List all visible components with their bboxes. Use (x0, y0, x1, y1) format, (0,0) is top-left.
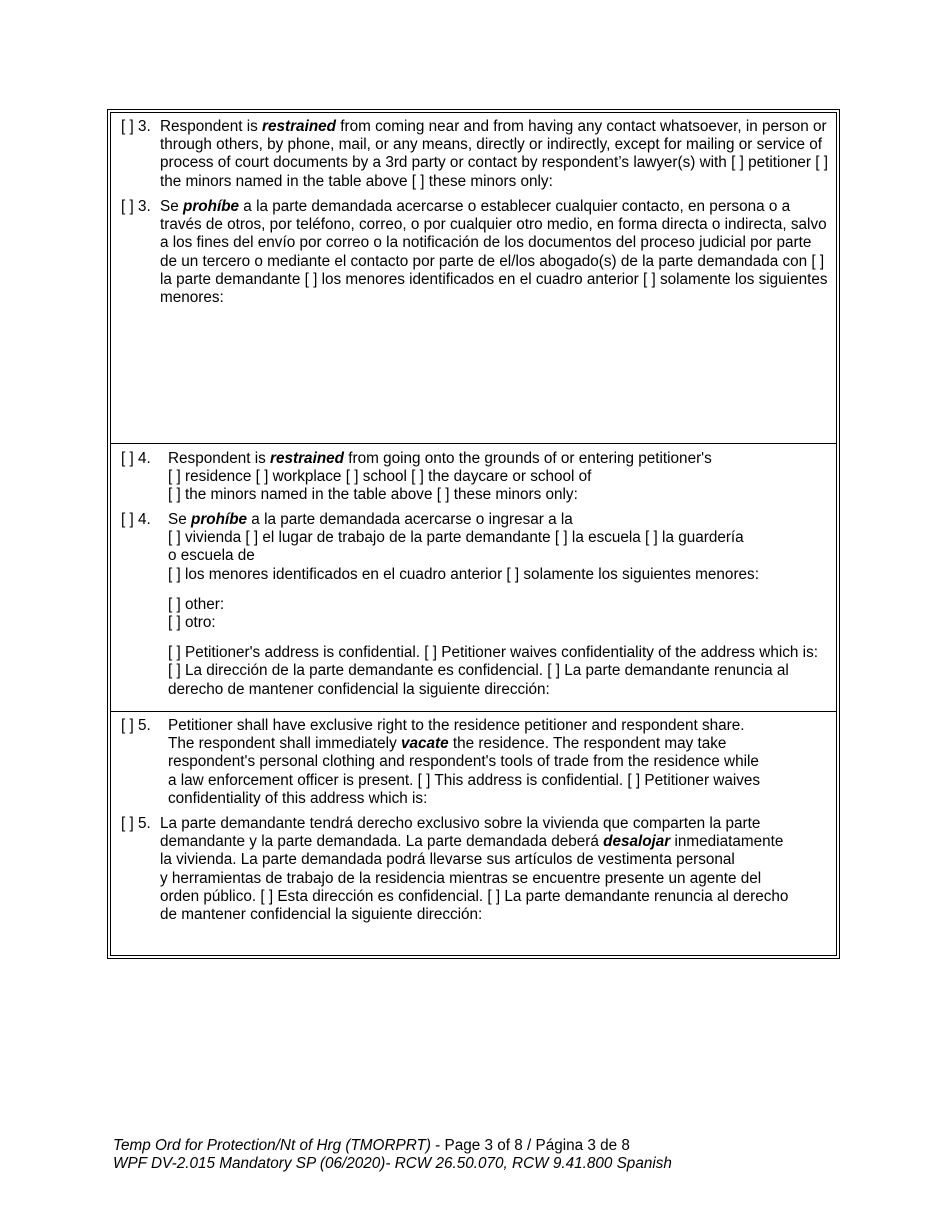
text: La parte demandante tendrá derecho exclusivo sobre la vivienda que comparten la parte (160, 815, 761, 832)
text: a la parte demandada acercarse o establecer cualquier contacto, en persona o a través de otros, por teléfono, correo, o por cualquier otro medio, en forma directa o indirecta, salvo a los fines del envío por correo o la notificación de los documentos del proceso judicial por parte de un tercero o mediante el contacto por parte de el/los abogado(s) de la parte demandada con [ ] la parte demandante [ ] los menores identificados en el cuadro anterior [ ] solamente los siguientes menores: (160, 198, 828, 307)
footer-line-1 (113, 1137, 672, 1155)
text: Respondent is (160, 118, 263, 135)
section-4-minors-en: [ ] the minors named in the table above [ ] these minors only: (168, 486, 578, 504)
text: la vivienda. La parte demandada podrá llevarse sus artículos de vestimenta personal (160, 851, 735, 869)
section-3-spanish-checkbox[interactable]: [ ] 3. (121, 198, 151, 215)
section-3-checkbox[interactable]: [ ] 3. (121, 118, 151, 135)
text: Respondent is (168, 450, 271, 467)
text: from going onto the grounds of or entering petitioner's (344, 450, 712, 467)
section-4-options-es-cont: o escuela de (168, 547, 255, 565)
section-4-options-en: [ ] residence [ ] workplace [ ] school [ ] the daycare or school of (168, 468, 592, 486)
text: respondent's personal clothing and respondent's tools of trade from the residence while (168, 753, 759, 771)
footer-line-2: WPF DV-2.015 Mandatory SP (06/2020)- RCW 26.50.070, RCW 9.41.800 Spanish (113, 1155, 672, 1173)
section-4-options-es: [ ] vivienda [ ] el lugar de trabajo de la parte demandante [ ] la escuela [ ] la guardería (168, 529, 744, 547)
section-5-spanish-checkbox[interactable]: [ ] 5. (121, 815, 151, 832)
section-4-other-es[interactable]: [ ] otro: (168, 614, 216, 632)
text: demandante y la parte demandada. La parte demandada deberá (160, 833, 604, 851)
text: Petitioner shall have exclusive right to the residence petitioner and respondent share. (168, 717, 745, 734)
section-5 (111, 711, 836, 955)
text: from coming near and from having any contact whatsoever, in person or through others, by phone, mail, or any means, directly or indirectly, except for mailing or service of process of court documents by a 3rd party or contact by respondent’s lawyer(s) with [ ] petitioner [ ] the minors named in the table above [ ] these minors only: (160, 118, 828, 190)
section-4-spanish-checkbox[interactable]: [ ] 4. (121, 511, 151, 528)
section-4-confidential-es: [ ] La dirección de la parte demandante es confidencial. [ ] La parte demandante renuncia al derecho de mantener confidencial la siguiente dirección: (168, 662, 789, 698)
keyword-prohibe: prohíbe (190, 511, 248, 528)
text: The respondent shall immediately (168, 735, 401, 753)
keyword-desalojar: desalojar (603, 833, 671, 851)
section-4-minors-es: [ ] los menores identificados en el cuadro anterior [ ] solamente los siguientes menores: (168, 565, 759, 583)
keyword-prohibe: prohíbe (182, 198, 240, 215)
keyword-restrained: restrained (262, 118, 337, 135)
text: inmediatamente (670, 833, 784, 851)
page-footer (113, 1137, 672, 1173)
section-4-confidential-en: [ ] Petitioner's address is confidential. [ ] Petitioner waives confidentiality of the address which is: (168, 644, 818, 662)
text: a law enforcement officer is present. [ ] This address is confidential. [ ] Petitioner waives (168, 771, 761, 789)
text: y herramientas de trabajo de la residencia mientras se encuentre presente un agente del (160, 869, 762, 887)
text: the residence. The respondent may take (448, 735, 727, 753)
section-5-checkbox[interactable]: [ ] 5. (121, 717, 151, 734)
section-4 (111, 443, 836, 712)
text: confidentiality of this address which is: (168, 789, 428, 807)
text: Se (168, 511, 191, 528)
text: de mantener confidencial la siguiente dirección: (160, 906, 483, 924)
form-title: Temp Ord for Protection/Nt of Hrg (TMORPRT) (113, 1137, 431, 1154)
page-number: - Page 3 of 8 / Página 3 de 8 (430, 1137, 630, 1154)
order-form-box (110, 112, 837, 956)
keyword-restrained: restrained (270, 450, 345, 467)
section-4-other-en[interactable]: [ ] other: (168, 595, 225, 613)
section-4-checkbox[interactable]: [ ] 4. (121, 450, 151, 467)
text: Se (160, 198, 183, 215)
text: orden público. [ ] Esta dirección es confidencial. [ ] La parte demandante renuncia al derecho (160, 887, 789, 905)
section-3 (111, 113, 836, 444)
keyword-vacate: vacate (400, 735, 449, 753)
text: a la parte demandada acercarse o ingresar a la (247, 511, 573, 528)
